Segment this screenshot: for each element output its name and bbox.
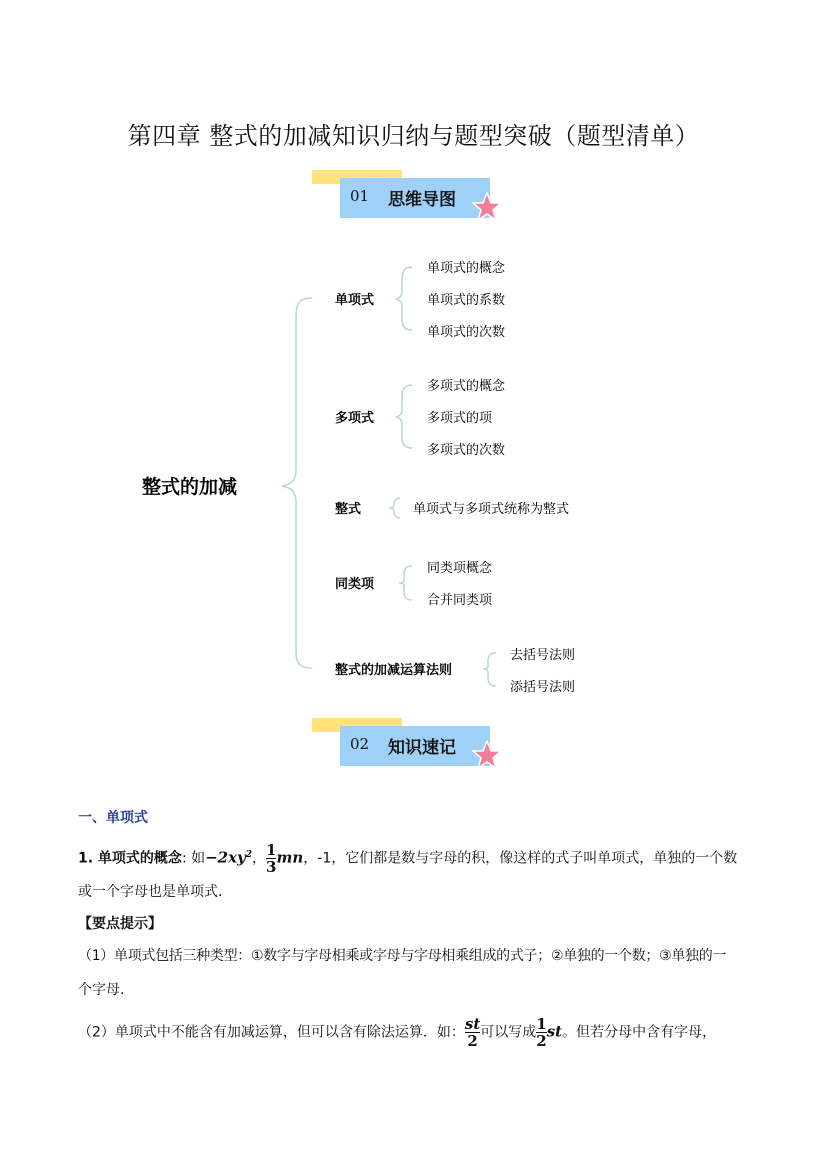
leaf: 多项式的概念 (427, 379, 506, 394)
text: （2）单项式中不能含有加减运算，但可以含有除法运算．如： (78, 1024, 465, 1041)
section-banner-knowledge (312, 718, 512, 778)
math-expression: −2xy (205, 848, 246, 867)
page-title: 第四章 整式的加减知识归纳与题型突破（题型清单） (127, 122, 700, 150)
brace-like-terms (399, 566, 412, 600)
leaf: 同类项概念 (427, 561, 493, 576)
text: 。但若分母中含有字母， (562, 1024, 717, 1041)
text: 可以写成 (480, 1024, 537, 1041)
branch-monomial: 单项式 (335, 293, 375, 308)
math-exponent: 2 (245, 849, 253, 860)
fraction-denominator: 2 (536, 1032, 547, 1050)
banner-number: 01 (350, 187, 370, 205)
leaf: 多项式的次数 (427, 443, 506, 458)
banner-label: 知识速记 (388, 738, 456, 758)
fraction-denominator: 2 (465, 1032, 480, 1049)
paragraph-monomial-concept (78, 842, 768, 875)
math-expression: mn (276, 848, 304, 867)
leaf: 去括号法则 (510, 648, 576, 663)
leaf: 合并同类项 (427, 593, 493, 608)
brace-monomial (396, 267, 412, 330)
leaf: 单项式的系数 (427, 293, 506, 308)
leaf: 单项式的次数 (427, 325, 506, 340)
text: : 如 (181, 850, 206, 867)
leaf: 多项式的项 (427, 411, 493, 426)
fraction-numerator: st (464, 1015, 481, 1033)
leaf: 单项式与多项式统称为整式 (413, 502, 570, 517)
text: ，-1，它们都是数与字母的积，像这样的式子叫单项式，单独的一个数 (303, 850, 738, 867)
brace-integral (389, 498, 400, 518)
tip-1: （1）单项式包括三种类型：①数字与字母相乘或字母与字母相乘组成的式子；②单独的一个数；③单独的一 (78, 948, 727, 964)
brace-rules (483, 653, 496, 686)
branch-like-terms: 同类项 (335, 577, 375, 592)
leaf: 添括号法则 (510, 680, 576, 695)
branch-integral: 整式 (335, 502, 362, 517)
leaf: 单项式的概念 (427, 261, 506, 276)
branch-rules: 整式的加减运算法则 (335, 663, 453, 678)
banner-number: 02 (350, 735, 370, 753)
text: ， (252, 850, 267, 867)
math-expression: st (546, 1022, 563, 1041)
tip-2 (78, 1016, 778, 1049)
fraction-denominator: 3 (266, 858, 277, 876)
star-icon (472, 740, 502, 770)
math-fraction (266, 842, 276, 875)
root-brace (282, 298, 312, 668)
banner-label: 思维导图 (388, 190, 456, 210)
paragraph-line: 或一个字母也是单项式． (78, 884, 232, 900)
fraction-numerator: 1 (536, 1015, 547, 1033)
term-label: 1. 单项式的概念 (78, 850, 182, 867)
fraction-numerator: 1 (266, 841, 277, 859)
tip-1-continued: 个字母． (78, 982, 134, 998)
math-fraction (536, 1016, 546, 1049)
math-fraction (465, 1016, 480, 1049)
section-heading: 一、单项式 (78, 810, 148, 826)
brace-polynomial (396, 385, 412, 448)
tip-heading: 【要点提示】 (78, 916, 162, 932)
mind-map-root: 整式的加减 (142, 476, 238, 498)
branch-polynomial: 多项式 (335, 411, 375, 426)
